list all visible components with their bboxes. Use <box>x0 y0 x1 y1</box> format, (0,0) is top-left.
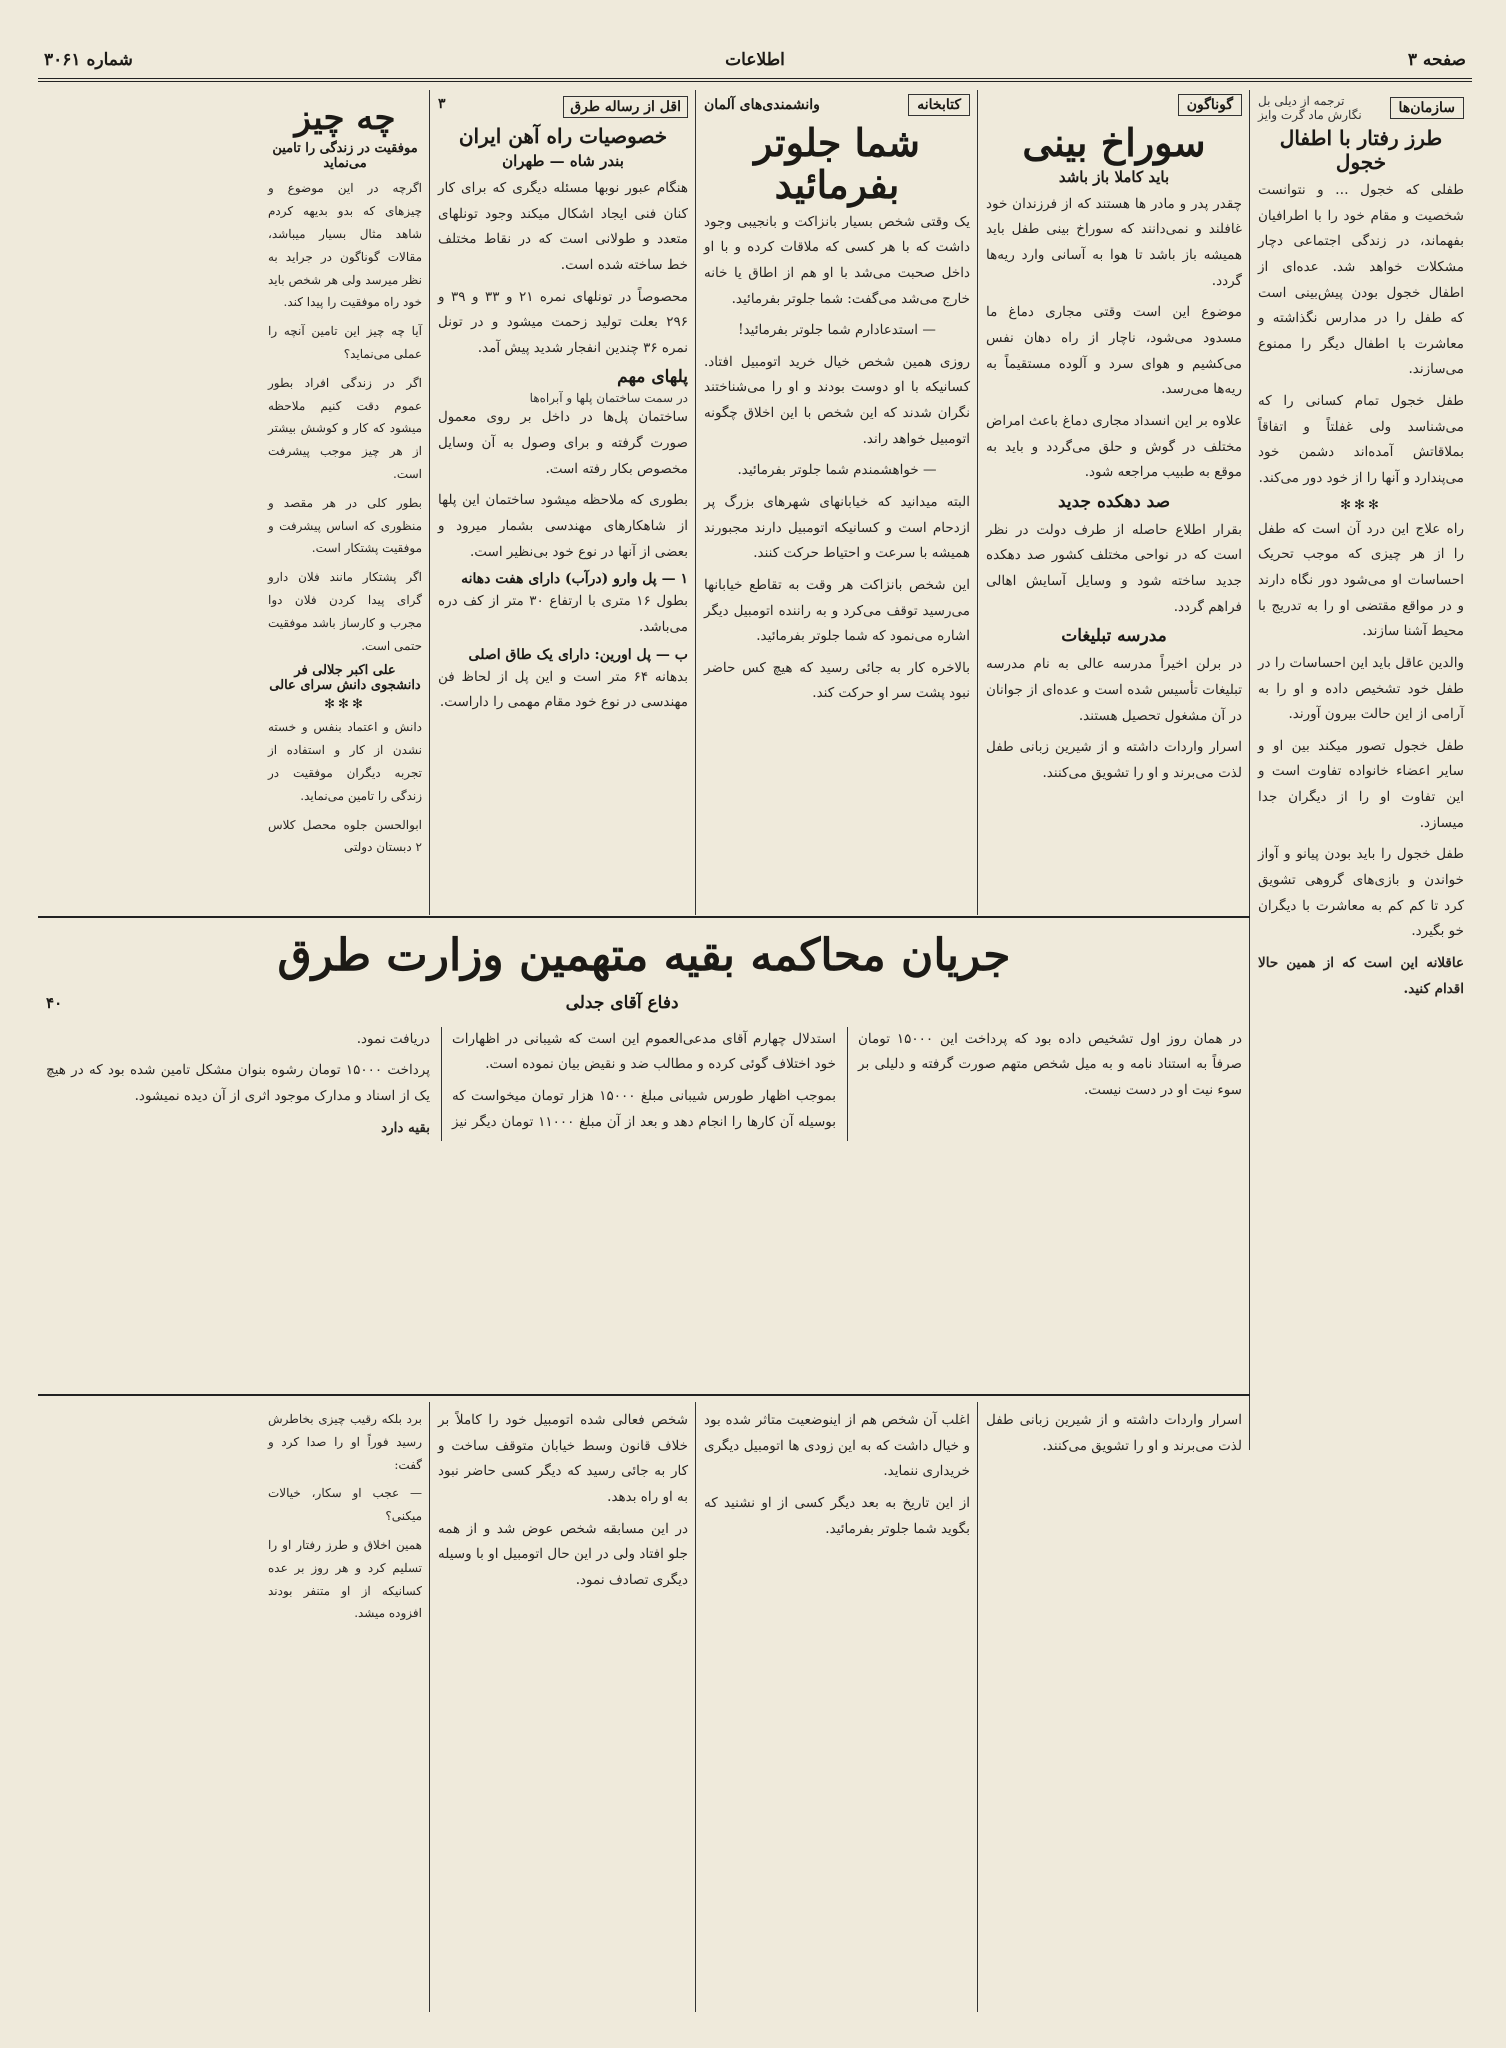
bridge-title: ب — پل اورین: دارای یک طاق اصلی <box>468 646 688 663</box>
paragraph: موضوع این است وقتی مجاری دماغ ما مسدود می‌شود، ناچار از راه دهان نفس می‌کشیم و هوای سرد و آلوده مستقیماً به ریه‌ها می‌رسد. <box>986 304 1242 398</box>
dialogue-line: — عجب او سکار، خیالات میکنی؟ <box>268 1486 422 1524</box>
paragraph: استدلال چهارم آقای مدعی‌العموم این است که شیبانی در اظهارات خود اختلاف گوئی کرده و مطالب ضد و نقیض بیان نموده است. <box>452 1030 836 1073</box>
paragraph: اگر در زندگی افراد بطور عموم دقت کنیم ملاحظه میشود که کار و کوشش بیشتر از هر چیز موجب پیشرفت است. <box>268 375 422 481</box>
paragraph: راه علاج این درد آن است که طفل را از هر چیزی که موجب تحریک احساسات او می‌شود دور نگاه دارند و در مواقع مقتضی او را به تدریج با محیط آشنا سازند. <box>1258 520 1464 640</box>
column-railway <box>430 90 696 910</box>
paragraph: روزی همین شخص خیال خرید اتومبیل افتاد. کسانیکه با او دوست بودند و او را می‌شناختند نگران شدند که این شخص با این اخلاق چگونه اتومبیل خواهد راند. <box>704 353 970 447</box>
closing-line: عاقلانه این است که از همین حالا اقدام کنید. <box>1258 954 1464 997</box>
news-title: مدرسه تبلیغات <box>1061 626 1167 647</box>
signature-line: ابوالحسن جلوه محصل کلاس ۲ دبستان دولتی <box>268 817 422 855</box>
paragraph: بقرار اطلاع حاصله از طرف دولت در نظر است که در نواحی مختلف کشور صد دهکده جدید ساخته شود و وسایل آسایش اهالی فراهم گردد. <box>986 521 1242 615</box>
author-line: نگارش ماد گرت وایز <box>1258 108 1362 122</box>
kicker: وانشمندی‌های آلمان <box>704 97 820 113</box>
paragraph: اغلب آن شخص هم از اینوضعیت متاثر شده بود و خیال داشت که به این زودی ها اتومبیل دیگری خریداری ننماید. <box>704 1412 970 1480</box>
installment-number: ۴۰ <box>46 993 63 1012</box>
trial-subtitle: دفاع آقای جدلی <box>565 992 679 1013</box>
article-title: شما جلوتر بفرمائید <box>754 120 920 207</box>
article-title: طرز رفتار با اطفال خجول <box>1279 126 1443 174</box>
section-logo: کتابخانه <box>908 94 970 116</box>
paragraph: طفلی که خجول … و نتوانست شخصیت و مقام خود را با اطرافیان بفهماند، در زندگی اجتماعی دچار مشکلات خواهد شد. عده‌ای از اطفال خجول بودن پیش‌بینی است که طفل را در مدارس نگذاشته و معاشرت با اطفال دیگر را ممنوع می‌سازند. <box>1258 182 1464 378</box>
bridge-title: ۱ — پل وارو (درآب) دارای هفت دهانه <box>461 571 688 588</box>
separator: ✻✻✻ <box>1340 497 1382 513</box>
paragraph: بموجب اظهار طورس شیبانی مبلغ ۱۵۰۰۰ هزار تومان میخواست که بوسیله آن کارها را انجام دهد و بعد از آن مبلغ ۱۱۰۰۰ تومان دیگر نیز دریافت نمود. <box>356 1030 836 1130</box>
page-number: صفحه ۳ <box>1407 50 1466 70</box>
section-divider <box>38 1394 1250 1396</box>
article-title: خصوصیات راه آهن ایران <box>458 124 668 148</box>
paragraph: ساختمان پل‌ها در داخل بر روی معمول صورت گرفته و برای وصول به آن وسایل مخصوص بکار رفته است. <box>438 409 688 477</box>
paragraph: این شخص بانزاکت هر وقت به تقاطع خیابانها می‌رسید توقف می‌کرد و به راننده اتومبیل دیگر اشاره می‌نمود که شما جلوتر بفرمائید. <box>704 576 970 645</box>
continuation-column <box>696 1404 978 2014</box>
paragraph: اگر پشتکار مانند فلان دارو گرای پیدا کردن فلان دوا مجرب و کارساز باشد موفقیت حتمی است. <box>268 570 422 653</box>
paragraph: بالاخره کار به جائی رسید که هیچ کس حاضر نبود پشت سر او حرکت کند. <box>704 659 970 702</box>
continued-label: بقیه دارد <box>381 1119 430 1136</box>
paragraph: همین اخلاق و طرز رفتار او را تسلیم کرد و هر روز بر عده کسانیکه از او متنفر بودند افزوده میشد. <box>268 1537 422 1621</box>
trial-columns <box>46 1027 1242 1142</box>
paragraph: چقدر پدر و مادر ها هستند که از فرزندان خود غافلند و نمی‌دانند که سوراخ بینی طفل باید همیشه باز باشد تا هوا به آسانی وارد ریه‌ها گردد. <box>986 195 1242 289</box>
paper-name: اطلاعات <box>725 50 785 70</box>
continuation-column <box>260 1404 430 2014</box>
paragraph: طفل خجول تمام کسانی را که می‌شناسد ولی غفلتاً و اتفاقاً بملاقاتش آمده‌اند دشمن خود می‌پندارد و آنها را از خود دور می‌کند. <box>1258 393 1464 487</box>
kicker: اقل از رساله طرق <box>563 96 688 118</box>
author-name: علی اکبر جلالی فر دانشجوی دانش سرای عالی <box>269 663 421 694</box>
article-title: سوراخ بینی <box>1022 120 1206 165</box>
paragraph: دانش و اعتماد بنفس و خسته نشدن از کار و استفاده از تجربه دیگران موفقیت در زندگی را تامین می‌نماید. <box>268 720 422 803</box>
newspaper-page <box>38 44 1472 2024</box>
paragraph: هنگام عبور نوبها مسئله دیگری که برای کار کنان فنی ایجاد اشکال میکند وجود تونلهای متعدد و طولانی است که در نقاط مختلف خط ساخته شده است. <box>438 180 688 273</box>
section-subtitle: در سمت ساختمان پلها و آبراه‌ها <box>529 391 688 406</box>
installment-number: ۳ <box>438 96 446 112</box>
paragraph: طفل خجول را باید بودن پیانو و آواز خواندن و بازی‌های گروهی تشویق کرد تا کم کم به معاشرت با دیگران خو بگیرد. <box>1258 846 1464 940</box>
issue-number: شماره ۳۰۶۱ <box>44 50 133 70</box>
trial-headline: جریان محاکمه بقیه متهمین وزارت طرق <box>277 930 1011 981</box>
dialogue-line: — خواهشمندم شما جلوتر بفرمائید. <box>737 462 937 479</box>
paragraph: بطول ۱۶ متری با ارتفاع ۳۰ متر از کف دره می‌باشد. <box>438 593 688 635</box>
news-title: صد دهکده جدید <box>1057 491 1171 512</box>
continuation-column <box>430 1404 696 2014</box>
paragraph: آیا چه چیز این تامین آنچه را عملی می‌نماید؟ <box>268 324 422 361</box>
paragraph: در همان روز اول تشخیص داده بود که پرداخت این ۱۵۰۰۰ تومان صرفاً به استناد نامه و به میل شخص متهم صورت گرفته و دلیلی بر سوء نیت او در دست نیست. <box>858 1030 1242 1099</box>
paragraph: علاوه بر این انسداد مجاری دماغ باعث امراض مختلف در گوش و حلق می‌گردد و باید به موقع به طبیب مراجعه شود. <box>986 412 1242 481</box>
paragraph: شخص فعالی شده اتومبیل خود را کاملاً بر خلاف قانون وسط خیابان متوقف ساخت و کار به جائی رسید که دیگر کسی حاضر نبود به او راه بدهد. <box>438 1412 688 1505</box>
paragraph: بطور کلی در هر مقصد و منظوری که اساس پیشرفت و موفقیت پشتکار است. <box>268 495 422 556</box>
paragraph: البته میدانید که خیابانهای شهرهای بزرگ پر ازدحام است و کسانیکه اتومبیل دارند مجبورند همیشه با سرعت و احتیاط حرکت کنند. <box>704 494 970 562</box>
article-subtitle: موفقیت در زندگی را تامین می‌نماید <box>272 141 418 172</box>
paragraph: طفل خجول تصور میکند بین او و سایر اعضاء خانواده تفاوت است و این تفاوت او را از دیگران جدا میسازد. <box>1258 737 1464 831</box>
column-success <box>260 90 430 910</box>
section-logo: گوناگون <box>1178 94 1242 116</box>
paragraph: از این تاریخ به بعد دیگر کسی از او نشنید که بگوید شما جلوتر بفرمائید. <box>704 1494 970 1537</box>
separator: ✻✻✻ <box>324 697 366 713</box>
dialogue-line: — استدعادارم شما جلوتر بفرمائید! <box>738 322 936 339</box>
paragraph: محصوصاً در تونلهای نمره ۲۱ و ۳۳ و ۳۹ و ۲۹۶ بعلت تولید زحمت میشود و در تونل نمره ۳۶ چندین انفجار شدید پیش آمد. <box>438 288 688 356</box>
trial-article <box>38 926 1250 1388</box>
translator-line: ترجمه از دیلی بل <box>1258 94 1345 108</box>
section-logo: سازمان‌ها <box>1390 97 1464 119</box>
paragraph: اگرچه در این موضوع و چیزهای که بدو بدیهه کردم شاهد مثال بسیار میباشد، مقالات گوناگون در جراید به نظر میرسد ولی هر شخص باید خود راه موفقیت را پیدا کند. <box>268 181 422 310</box>
paragraph: اسرار واردات داشته و از شیرین زبانی طفل لذت می‌برند و او را تشویق می‌کنند. <box>986 739 1242 781</box>
paragraph: در برلن اخیراً مدرسه عالی به نام مدرسه تبلیغات تأسیس شده است و عده‌ای از جوانان در آن مشغول تحصیل هستند. <box>986 656 1242 724</box>
continuation-column <box>978 1404 1250 2014</box>
masthead <box>38 44 1472 82</box>
paragraph: یک وقتی شخص بسیار بانزاکت و بانجیبی وجود داشت که با هر کسی که ملاقات کرده و با او داخل صحبت می‌شد با او هم از اطاق یا خانه خارج می‌شد می‌گفت: شما جلوتر بفرمائید. <box>704 213 970 307</box>
paragraph: برد بلکه رقیب چیزی بخاطرش رسید فوراً او را صدا کرد و گفت: <box>268 1412 422 1472</box>
section-title: پلهای مهم <box>617 367 688 388</box>
paragraph: والدین عاقل باید این احساسات را در طفل خود تشخیص داده و او را به آرامی از این حالت بیرون آورند. <box>1258 654 1464 723</box>
article-title: چه چیز <box>294 98 396 138</box>
paragraph: در این مسابقه شخص عوض شد و از همه جلو افتاد ولی در این حال اتومبیل او با وسیله دیگری تصادف نمود. <box>438 1520 688 1588</box>
column-child-psychology <box>1250 90 1472 2020</box>
paragraph: بطوری که ملاحظه میشود ساختمان این پلها از شاهکارهای مهندسی بشمار میرود و بعضی از آنها در نوع خود بی‌نظیر است. <box>438 492 688 560</box>
article-subtitle: بندر شاه — طهران <box>502 152 624 170</box>
column-go-ahead <box>696 90 978 910</box>
article-subtitle: باید کاملا باز باشد <box>1058 167 1170 186</box>
paragraph: اسرار واردات داشته و از شیرین زبانی طفل لذت می‌برند و او را تشویق می‌کنند. <box>986 1412 1242 1454</box>
paragraph: پرداخت ۱۵۰۰۰ تومان رشوه بنوان مشکل تامین شده بود که در هیچ یک از اسناد و مدارک موجود اثری از آن دیده نمیشود. <box>46 1062 430 1105</box>
paragraph: بدهانه ۶۴ متر است و این پل از لحاظ فن مهندسی در نوع خود مقام مهمی را داراست. <box>438 668 688 711</box>
